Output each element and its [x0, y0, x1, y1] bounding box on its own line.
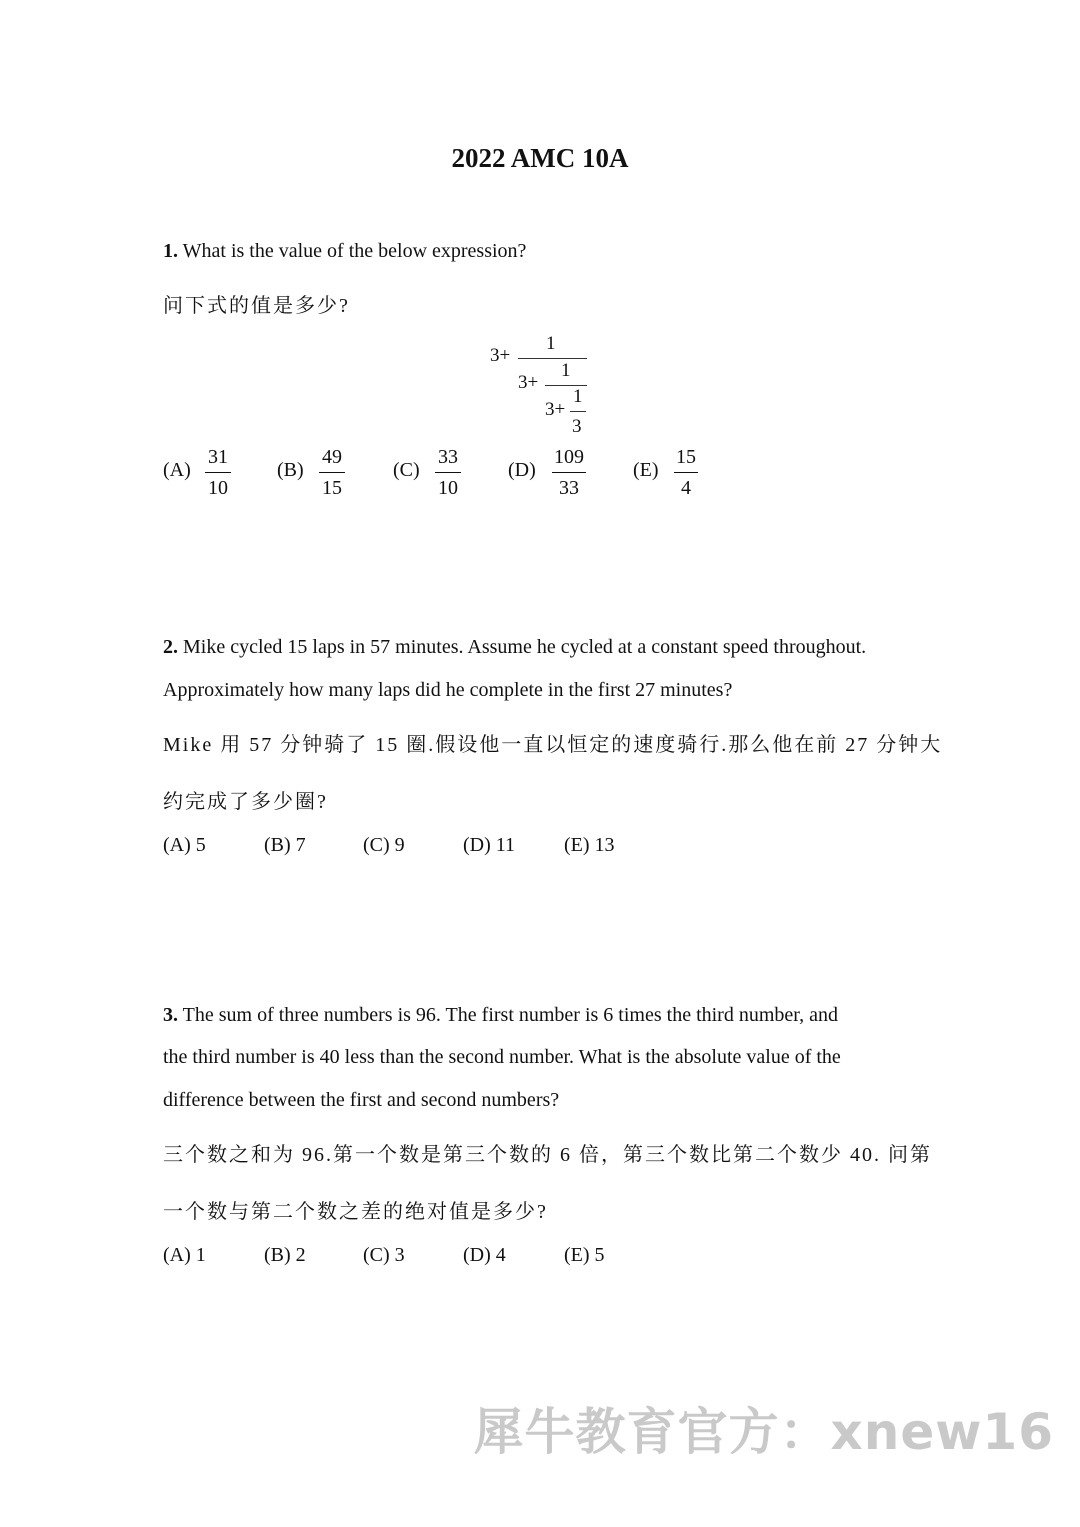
- option-d-fraction: [539, 444, 599, 501]
- option-b-fraction: [302, 444, 362, 501]
- option-a-numerator: 31: [208, 446, 228, 468]
- option-c-denominator: 10: [438, 477, 458, 499]
- option-e-numerator: 15: [676, 446, 696, 468]
- option-b-label: (B): [277, 459, 304, 481]
- page-title: 2022 AMC 10A: [451, 143, 629, 173]
- inner-numerator: 1: [573, 386, 583, 407]
- middle-integer: 3+: [518, 372, 539, 393]
- option-e-bar: [674, 472, 698, 473]
- option-d-numerator: 109: [554, 446, 584, 468]
- watermark: 犀牛教育官方：xnew16: [473, 1403, 1054, 1461]
- question-2-option-a: (A) 5: [163, 834, 206, 856]
- option-a-bar: [205, 472, 231, 473]
- question-3-number: 3.: [163, 1004, 178, 1026]
- question-2-english-1: Mike cycled 15 laps in 57 minutes. Assume he cycled at a constant speed throughout.: [183, 636, 867, 658]
- question-2-line-1: [163, 636, 866, 659]
- question-2-option-d: (D) 11: [463, 834, 516, 856]
- question-1-english: What is the value of the below expression?: [182, 240, 527, 262]
- question-3-english-3: difference between the first and second numbers?: [163, 1089, 560, 1111]
- option-b-numerator: 49: [322, 446, 342, 468]
- option-c-fraction: [418, 444, 478, 501]
- question-3-option-b: (B) 2: [264, 1244, 306, 1266]
- question-3-option-c: (C) 3: [363, 1244, 405, 1266]
- outer-integer: 3+: [490, 345, 511, 366]
- question-2-option-c: (C) 9: [363, 834, 405, 856]
- question-2-option-b: (B) 7: [264, 834, 306, 856]
- option-d-denominator: 33: [559, 477, 579, 499]
- option-c-label: (C): [393, 459, 420, 481]
- option-c-bar: [435, 472, 461, 473]
- option-d-label: (D): [508, 459, 536, 481]
- question-3-option-e: (E) 5: [564, 1244, 605, 1266]
- option-a-label: (A): [163, 459, 191, 481]
- question-3-line-1: [163, 1004, 838, 1027]
- outer-numerator: 1: [546, 333, 556, 354]
- option-e-label: (E): [633, 459, 659, 481]
- question-2-chinese-1: Mike 用 57 分钟骑了 15 圈.假设他一直以恒定的速度骑行.那么他在前 27 分钟大: [163, 734, 943, 756]
- option-b-denominator: 15: [322, 477, 342, 499]
- question-2-option-e: (E) 13: [564, 834, 615, 856]
- question-3-chinese-2: 一个数与第二个数之差的绝对值是多少?: [163, 1201, 548, 1223]
- question-3-english-2: the third number is 40 less than the second number. What is the absolute value of the: [163, 1046, 841, 1068]
- option-d-bar: [552, 472, 586, 473]
- question-1-number: 1.: [163, 240, 178, 262]
- question-3-chinese-1: 三个数之和为 96.第一个数是第三个数的 6 倍，第三个数比第二个数少 40. 问第: [163, 1144, 932, 1166]
- question-1-chinese: 问下式的值是多少?: [163, 295, 350, 317]
- question-2-chinese-2: 约完成了多少圈?: [163, 791, 328, 813]
- option-b-bar: [319, 472, 345, 473]
- question-2-number: 2.: [163, 636, 178, 658]
- option-a-fraction: [188, 444, 248, 501]
- option-e-denominator: 4: [681, 477, 691, 499]
- inner-denominator: 3: [572, 416, 582, 437]
- inner-integer: 3+: [545, 399, 566, 420]
- middle-numerator: 1: [561, 360, 571, 381]
- option-a-denominator: 10: [208, 477, 228, 499]
- option-c-numerator: 33: [438, 446, 458, 468]
- question-3-english-1: The sum of three numbers is 96. The first number is 6 times the third number, and: [182, 1004, 839, 1026]
- question-2-english-2: Approximately how many laps did he complete in the first 27 minutes?: [163, 679, 733, 701]
- option-e-fraction: [656, 444, 716, 501]
- question-3-option-d: (D) 4: [463, 1244, 506, 1266]
- question-3-option-a: (A) 1: [163, 1244, 206, 1266]
- question-1-options: [0, 0, 1080, 520]
